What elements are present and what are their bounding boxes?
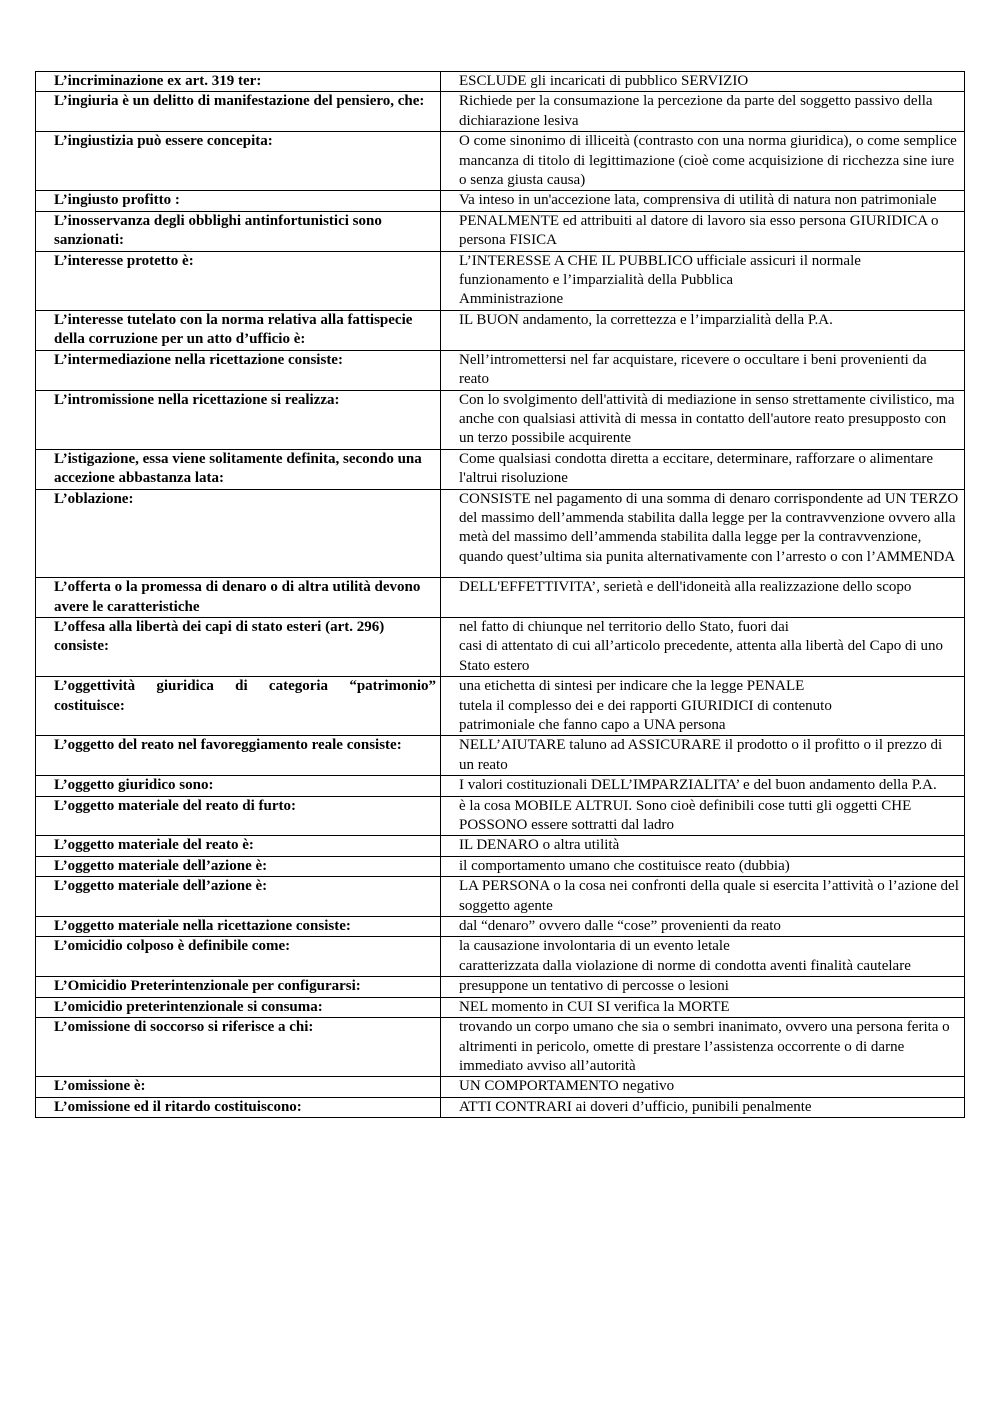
question-cell: L’oggetto materiale dell’azione è: bbox=[36, 856, 441, 876]
table-row bbox=[36, 776, 965, 796]
question-cell: L’oggetto materiale dell’azione è: bbox=[36, 877, 441, 917]
table-row bbox=[36, 736, 965, 776]
answer-cell: I valori costituzionali DELL’IMPARZIALITA’ e del buon andamento della P.A. bbox=[441, 776, 965, 796]
table-row bbox=[36, 489, 965, 578]
answer-cell: è la cosa MOBILE ALTRUI. Sono cioè definibili cose tutti gli oggetti CHE POSSONO essere sottratti dal ladro bbox=[441, 796, 965, 836]
question-cell: L’interesse tutelato con la norma relativa alla fattispecie della corruzione per un atto d’ufficio è: bbox=[36, 310, 441, 350]
question-cell: L’oggetto materiale del reato è: bbox=[36, 836, 441, 856]
answer-cell: Richiede per la consumazione la percezione da parte del soggetto passivo della dichiarazione lesiva bbox=[441, 92, 965, 132]
table-row bbox=[36, 350, 965, 390]
table-row bbox=[36, 877, 965, 917]
question-cell: L’omissione ed il ritardo costituiscono: bbox=[36, 1097, 441, 1117]
table-row bbox=[36, 1077, 965, 1097]
table-row bbox=[36, 1097, 965, 1117]
answer-cell: IL BUON andamento, la correttezza e l’imparzialità della P.A. bbox=[441, 310, 965, 350]
answer-cell: nel fatto di chiunque nel territorio dello Stato, fuori dai casi di attentato di cui all’articolo precedente, attenta alla libertà del Capo di uno Stato estero bbox=[441, 617, 965, 676]
answer-cell: ATTI CONTRARI ai doveri d’ufficio, punibili penalmente bbox=[441, 1097, 965, 1117]
question-cell: L’intermediazione nella ricettazione consiste: bbox=[36, 350, 441, 390]
table-row bbox=[36, 449, 965, 489]
answer-cell: Nell’intromettersi nel far acquistare, ricevere o occultare i beni provenienti da reato bbox=[441, 350, 965, 390]
table-row bbox=[36, 997, 965, 1017]
answer-cell: O come sinonimo di illiceità (contrasto con una norma giuridica), o come semplice mancanza di titolo di legittimazione (cioè come acquisizione di ricchezza sine iure o senza giusta causa) bbox=[441, 132, 965, 191]
answer-cell: NELL’AIUTARE taluno ad ASSICURARE il prodotto o il profitto o il prezzo di un reato bbox=[441, 736, 965, 776]
answer-cell: L’INTERESSE A CHE IL PUBBLICO ufficiale assicuri il normale funzionamento e l’imparzialità della Pubblica Amministrazione bbox=[441, 251, 965, 310]
answer-cell: NEL momento in CUI SI verifica la MORTE bbox=[441, 997, 965, 1017]
table-row bbox=[36, 390, 965, 449]
table-row bbox=[36, 92, 965, 132]
table-row bbox=[36, 72, 965, 92]
table-row bbox=[36, 251, 965, 310]
answer-cell: il comportamento umano che costituisce reato (dubbia) bbox=[441, 856, 965, 876]
question-cell: L’oggettività giuridica di categoria “patrimonio” costituisce: bbox=[36, 677, 441, 736]
answer-cell: presuppone un tentativo di percosse o lesioni bbox=[441, 977, 965, 997]
question-cell: L’omicidio preterintenzionale si consuma: bbox=[36, 997, 441, 1017]
question-cell: L’Omicidio Preterintenzionale per configurarsi: bbox=[36, 977, 441, 997]
answer-cell: Va inteso in un'accezione lata, comprensiva di utilità di natura non patrimoniale bbox=[441, 191, 965, 211]
question-cell: L’oblazione: bbox=[36, 489, 441, 578]
qa-table bbox=[35, 71, 965, 1118]
question-cell: L’interesse protetto è: bbox=[36, 251, 441, 310]
answer-cell: LA PERSONA o la cosa nei confronti della quale si esercita l’attività o l’azione del soggetto agente bbox=[441, 877, 965, 917]
question-cell: L’oggetto materiale nella ricettazione consiste: bbox=[36, 917, 441, 937]
document-page bbox=[35, 71, 964, 1118]
answer-cell: CONSISTE nel pagamento di una somma di denaro corrispondente ad UN TERZO del massimo dell’ammenda stabilita dalla legge per la contravvenzione ovvero alla metà del massimo dell’ammenda stabilita dalla legge per la contravvenzione, quando quest’ultima sia punita alternativamente con l’arresto o con l’AMMENDA bbox=[441, 489, 965, 578]
table-row bbox=[36, 937, 965, 977]
answer-cell: dal “denaro” ovvero dalle “cose” provenienti da reato bbox=[441, 917, 965, 937]
answer-cell: la causazione involontaria di un evento letale caratterizzata dalla violazione di norme di condotta aventi finalità cautelare bbox=[441, 937, 965, 977]
question-cell: L’incriminazione ex art. 319 ter: bbox=[36, 72, 441, 92]
question-cell: L’ingiuria è un delitto di manifestazione del pensiero, che: bbox=[36, 92, 441, 132]
table-row bbox=[36, 856, 965, 876]
table-row bbox=[36, 617, 965, 676]
answer-cell: PENALMENTE ed attribuiti al datore di lavoro sia esso persona GIURIDICA o persona FISICA bbox=[441, 211, 965, 251]
answer-cell: una etichetta di sintesi per indicare che la legge PENALE tutela il complesso dei e dei rapporti GIURIDICI di contenuto patrimoniale che fanno capo a UNA persona bbox=[441, 677, 965, 736]
question-cell: L’omicidio colposo è definibile come: bbox=[36, 937, 441, 977]
table-row bbox=[36, 836, 965, 856]
question-cell: L’offerta o la promessa di denaro o di altra utilità devono avere le caratteristiche bbox=[36, 578, 441, 618]
table-row bbox=[36, 796, 965, 836]
question-cell: L’oggetto del reato nel favoreggiamento reale consiste: bbox=[36, 736, 441, 776]
question-cell: L’intromissione nella ricettazione si realizza: bbox=[36, 390, 441, 449]
table-row bbox=[36, 211, 965, 251]
answer-cell: UN COMPORTAMENTO negativo bbox=[441, 1077, 965, 1097]
question-cell: L’ingiusto profitto : bbox=[36, 191, 441, 211]
table-row bbox=[36, 917, 965, 937]
question-cell: L’oggetto materiale del reato di furto: bbox=[36, 796, 441, 836]
question-cell: L’omissione di soccorso si riferisce a chi: bbox=[36, 1018, 441, 1077]
answer-cell: ESCLUDE gli incaricati di pubblico SERVIZIO bbox=[441, 72, 965, 92]
table-row bbox=[36, 977, 965, 997]
table-row bbox=[36, 191, 965, 211]
table-row bbox=[36, 1018, 965, 1077]
question-cell: L’ingiustizia può essere concepita: bbox=[36, 132, 441, 191]
answer-cell: Come qualsiasi condotta diretta a eccitare, determinare, rafforzare o alimentare l'altrui risoluzione bbox=[441, 449, 965, 489]
answer-cell: IL DENARO o altra utilità bbox=[441, 836, 965, 856]
answer-cell: Con lo svolgimento dell'attività di mediazione in senso strettamente civilistico, ma anche con qualsiasi attività di messa in contatto dell'autore reato presupposto con un terzo possibile acquirente bbox=[441, 390, 965, 449]
question-cell: L’istigazione, essa viene solitamente definita, secondo una accezione abbastanza lata: bbox=[36, 449, 441, 489]
question-cell: L’omissione è: bbox=[36, 1077, 441, 1097]
answer-cell: DELL'EFFETTIVITA’, serietà e dell'idoneità alla realizzazione dello scopo bbox=[441, 578, 965, 618]
question-cell: L’offesa alla libertà dei capi di stato esteri (art. 296) consiste: bbox=[36, 617, 441, 676]
table-row bbox=[36, 578, 965, 618]
table-row bbox=[36, 310, 965, 350]
table-row bbox=[36, 677, 965, 736]
table-row bbox=[36, 132, 965, 191]
question-cell: L’inosservanza degli obblighi antinfortunistici sono sanzionati: bbox=[36, 211, 441, 251]
question-cell: L’oggetto giuridico sono: bbox=[36, 776, 441, 796]
answer-cell: trovando un corpo umano che sia o sembri inanimato, ovvero una persona ferita o altrimenti in pericolo, omette di prestare l’assistenza occorrente o di darne immediato avviso all’autorità bbox=[441, 1018, 965, 1077]
